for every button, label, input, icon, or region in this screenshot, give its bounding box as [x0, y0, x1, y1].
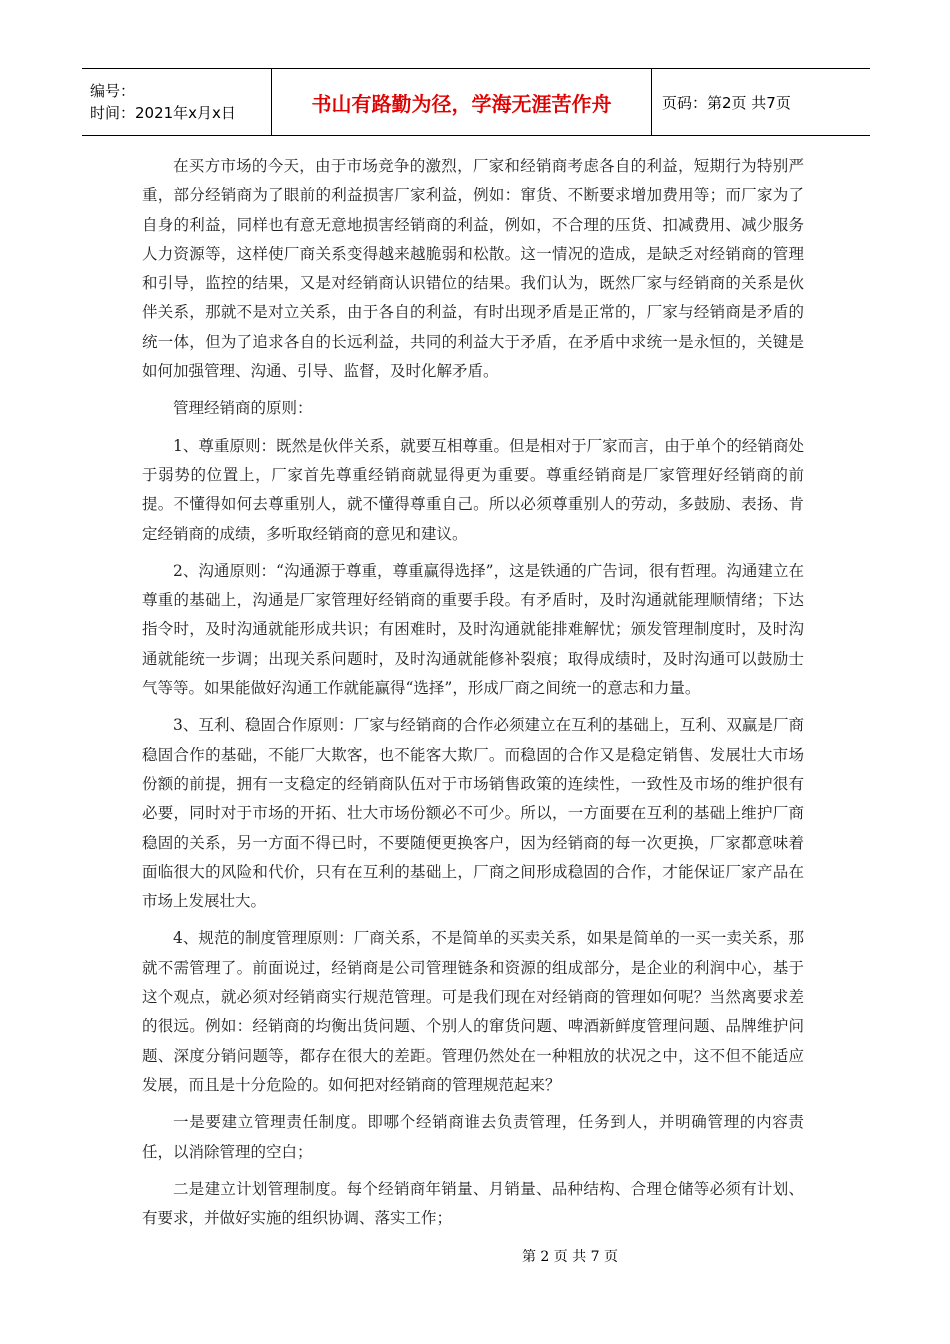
- header-page: [652, 69, 870, 135]
- paragraph: 4、规范的制度管理原则：厂商关系，不是简单的买卖关系，如果是简单的一买一卖关系，那就不需管理了。前面说过，经销商是公司管理链条和资源的组成部分，是企业的利润中心，基于这个观点，就必须对经销商实行规范管理。可是我们现在对经销商的管理如何呢？当然离要求差的很远。例如：经销商的均衡出货问题、个别人的窜货问题、啤酒新鲜度管理问题、品牌维护问题、深度分销问题等，都存在很大的差距。管理仍然处在一种粗放的状况之中，这不但不能适应发展，而且是十分危险的。如何把对经销商的管理规范起来？: [142, 929, 804, 1094]
- motto-text: 书山有路勤为径，学海无涯苦作舟: [311, 91, 612, 116]
- header-meta: [82, 69, 272, 135]
- paragraph: 二是建立计划管理制度。每个经销商年销量、月销量、品种结构、合理仓储等必须有计划、有要求，并做好实施的组织协调、落实工作；: [142, 1179, 804, 1228]
- number-label: 编号：: [90, 82, 136, 100]
- paragraph: 在买方市场的今天，由于市场竞争的激烈，厂家和经销商考虑各自的利益，短期行为特别严重，部分经销商为了眼前的利益损害厂家利益，例如：窜货、不断要求增加费用等；而厂家为了自身的利益，同样也有意无意地损害经销商的利益，例如，不合理的压货、扣减费用、减少服务人力资源等，这样使厂商关系变得越来越脆弱和松散。这一情况的造成，是缺乏对经销商的管理和引导，监控的结果，又是对经销商认识错位的结果。我们认为，既然厂家与经销商的关系是伙伴关系，那就不是对立关系，由于各自的利益，有时出现矛盾是正常的，厂家与经销商是矛盾的统一体，但为了追求各自的长远利益，共同的利益大于矛盾，在矛盾中求统一是永恒的，关键是如何加强管理、沟通、引导、监督，及时化解矛盾。: [142, 157, 804, 381]
- paragraph: 管理经销商的原则：: [173, 399, 313, 418]
- paragraph: 2、沟通原则：“沟通源于尊重，尊重赢得选择”，这是铁通的广告词，很有哲理。沟通建立在尊重的基础上，沟通是厂家管理好经销商的重要手段。有矛盾时，及时沟通就能理顺情绪；下达指令时，及时沟通就能形成共识；有困难时，及时沟通就能排难解忧；颁发管理制度时，及时沟通就能统一步调；出现关系问题时，及时沟通就能修补裂痕；取得成绩时，及时沟通可以鼓励士气等等。如果能做好沟通工作就能赢得“选择”，形成厂商之间统一的意志和力量。: [142, 561, 804, 698]
- page-footer: [0, 1246, 950, 1266]
- paragraph: 1、尊重原则：既然是伙伴关系，就要互相尊重。但是相对于厂家而言，由于单个的经销商处于弱势的位置上，厂家首先尊重经销商就显得更为重要。尊重经销商是厂家管理好经销商的前提。不懂得如何去尊重别人，就不懂得尊重自己。所以必须尊重别人的劳动，多鼓励、表扬、肯定经销商的成绩，多听取经销商的意见和建议。: [142, 436, 804, 543]
- page-label: 页码：第2页 共7页: [662, 93, 791, 112]
- paragraph: 3、互利、稳固合作原则：厂家与经销商的合作必须建立在互利的基础上，互利、双赢是厂商稳固合作的基础，不能厂大欺客，也不能客大欺厂。而稳固的合作又是稳定销售、发展壮大市场份额的前提，拥有一支稳定的经销商队伍对于市场销售政策的连续性，一致性及市场的维护很有必要，同时对于市场的开拓、壮大市场份额必不可少。所以，一方面要在互利的基础上维护厂商稳固的关系，另一方面不得已时，不要随便更换客户，因为经销商的每一次更换，厂家都意味着面临很大的风险和代价，只有在互利的基础上，厂商之间形成稳固的合作，才能保证厂家产品在市场上发展壮大。: [142, 716, 804, 911]
- header-motto: [272, 69, 652, 135]
- time-label: 时间：2021年x月x日: [90, 104, 236, 122]
- footer-page-number: 第 2 页 共 7 页: [521, 1249, 619, 1265]
- document-body: [142, 152, 804, 1241]
- page-header: [82, 68, 870, 136]
- paragraph: 一是要建立管理责任制度。即哪个经销商谁去负责管理，任务到人，并明确管理的内容责任，以消除管理的空白；: [142, 1113, 804, 1161]
